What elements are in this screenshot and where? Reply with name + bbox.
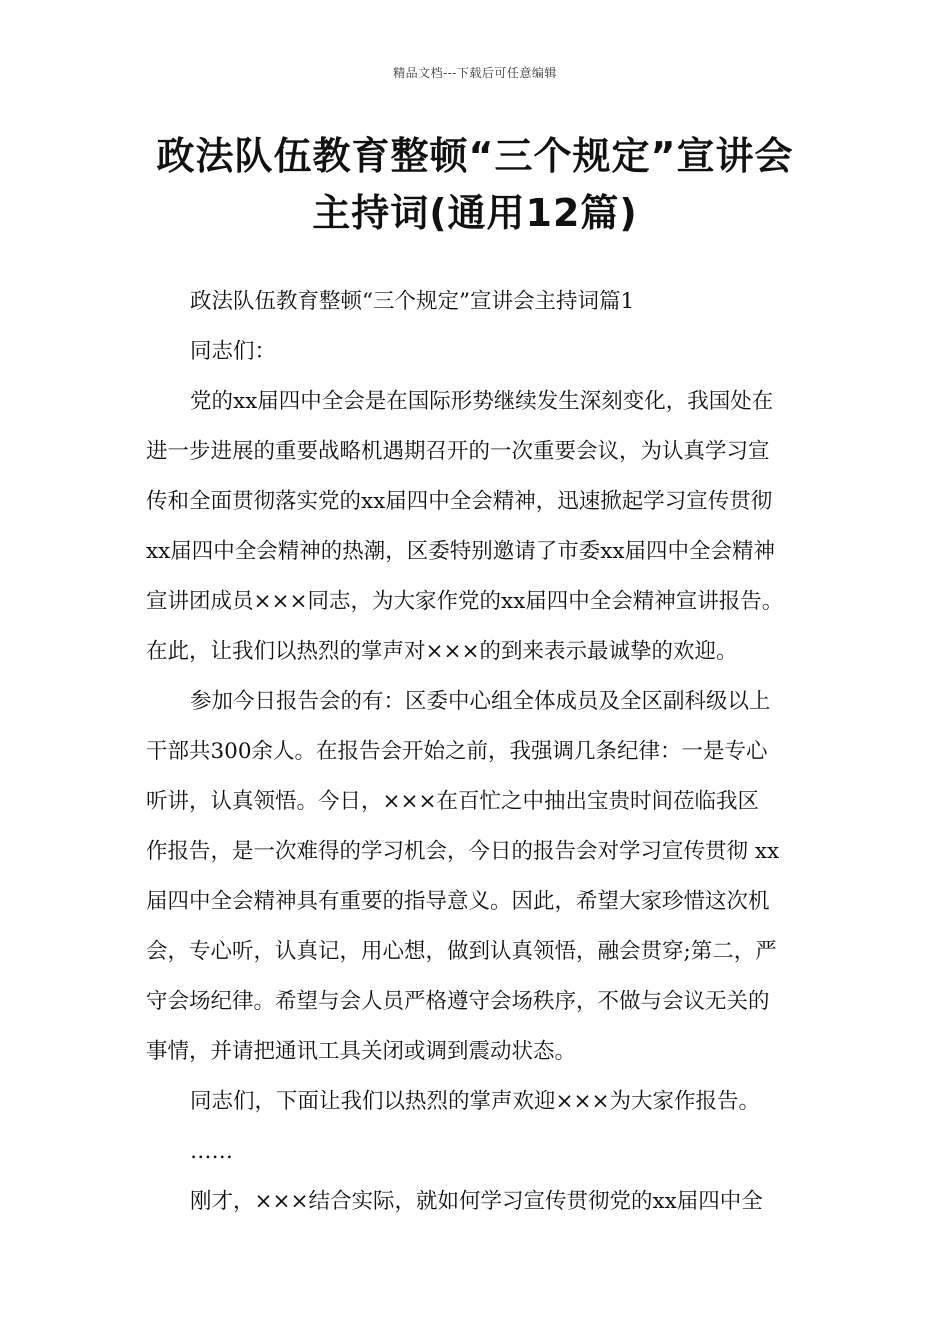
document-body: [146, 277, 816, 1227]
body-line: 听讲，认真领悟。今日，×××在百忙之中抽出宝贵时间莅临我区: [146, 789, 760, 814]
body-line: 进一步进展的重要战略机遇期召开的一次重要会议，为认真学习宣: [146, 439, 770, 464]
body-line: 传和全面贯彻落实党的xx届四中全会精神，迅速掀起学习宣传贯彻: [146, 489, 773, 514]
body-line: 事情，并请把通讯工具关闭或调到震动状态。: [146, 1039, 577, 1064]
body-line: 党的xx届四中全会是在国际形势继续发生深刻变化，我国处在: [190, 389, 774, 414]
title-line-2: 主持词(通用12篇): [312, 191, 638, 235]
header-note: 精品文档---下载后可任意编辑: [393, 66, 557, 80]
body-line: 届四中全会精神具有重要的指导意义。因此，希望大家珍惜这次机: [146, 889, 770, 914]
title-line-1: 政法队伍教育整顿“三个规定”宣讲会: [156, 134, 794, 178]
body-line: 参加今日报告会的有：区委中心组全体成员及全区副科级以上: [190, 689, 771, 714]
section-heading: 政法队伍教育整顿“三个规定”宣讲会主持词篇1: [190, 289, 635, 314]
document-title: [100, 128, 850, 242]
salutation: 同志们：: [190, 339, 277, 364]
body-line: 同志们，下面让我们以热烈的掌声欢迎×××为大家作报告。: [190, 1089, 761, 1114]
body-line: 守会场纪律。希望与会人员严格遵守会场秩序，不做与会议无关的: [146, 989, 770, 1014]
body-line: 作报告，是一次难得的学习机会，今日的报告会对学习宣传贯彻 xx: [146, 839, 780, 864]
body-line: 会，专心听，认真记，用心想，做到认真领悟，融会贯穿;第二，严: [146, 939, 777, 964]
ellipsis: ……: [190, 1139, 233, 1164]
body-line: 干部共300余人。在报告会开始之前，我强调几条纪律：一是专心: [146, 739, 768, 764]
body-line: 在此，让我们以热烈的掌声对×××的到来表示最诚挚的欢迎。: [146, 639, 738, 664]
body-line: 宣讲团成员×××同志，为大家作党的xx届四中全会精神宣讲报告。: [146, 589, 784, 614]
body-line: xx届四中全会精神的热潮，区委特别邀请了市委xx届四中全会精神: [146, 539, 776, 564]
body-line: 刚才，×××结合实际，就如何学习宣传贯彻党的xx届四中全: [190, 1189, 763, 1214]
